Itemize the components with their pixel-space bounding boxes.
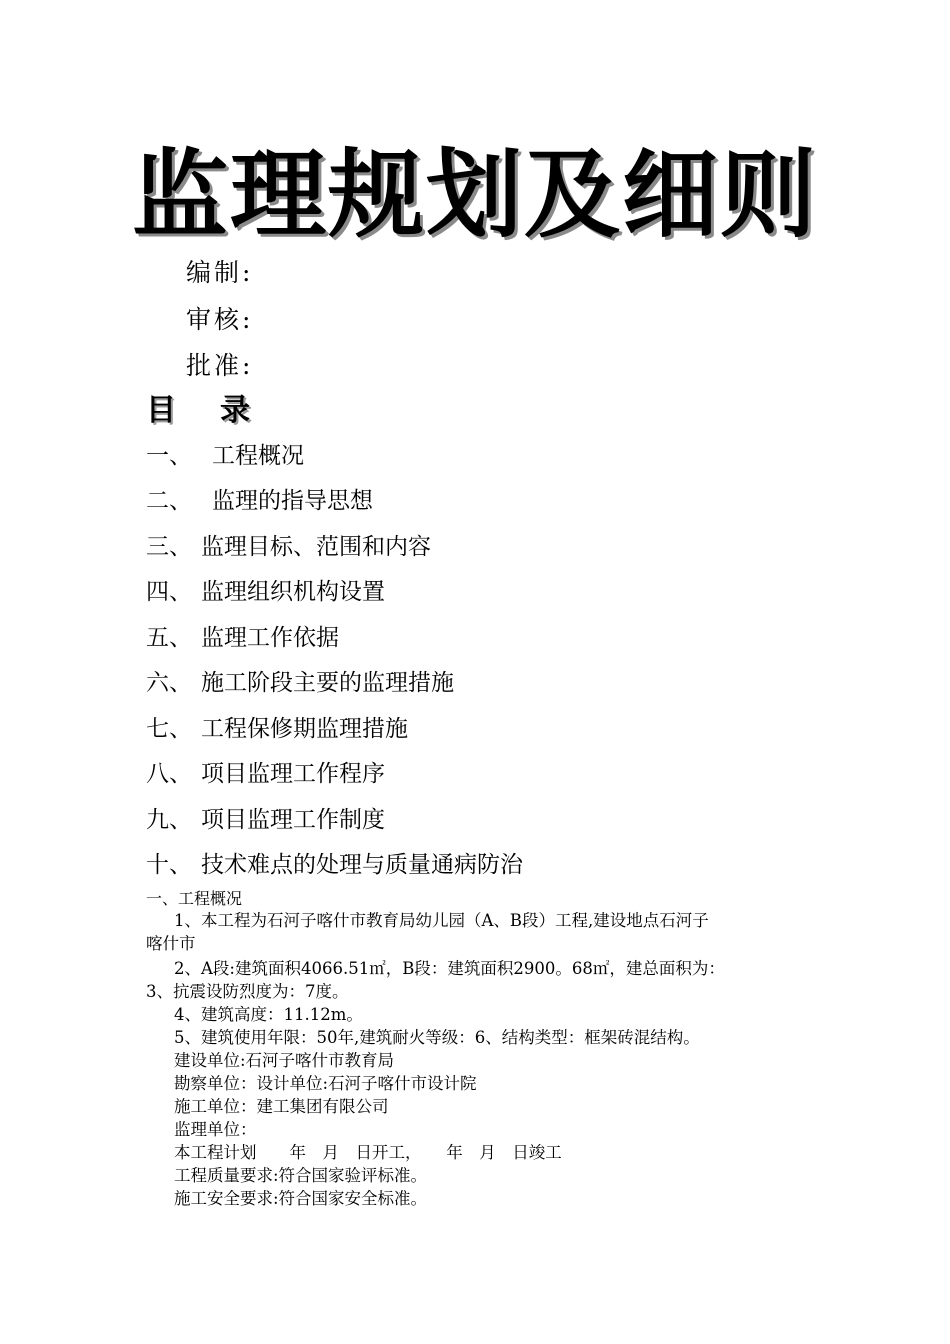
toc-item-text: 项目监理工作制度 bbox=[201, 807, 385, 833]
toc-item-text: 监理目标、范围和内容 bbox=[201, 534, 431, 560]
toc-item-number: 四、 bbox=[146, 579, 192, 605]
toc-item-number: 九、 bbox=[146, 807, 192, 833]
toc-item bbox=[146, 577, 385, 607]
toc-item bbox=[146, 486, 373, 516]
toc-item-text: 工程概况 bbox=[212, 443, 304, 469]
toc-item bbox=[146, 714, 408, 744]
body-line: 本工程计划 年 月 日开工， 年 月 日竣工 bbox=[174, 1143, 562, 1162]
section-heading: 一、工程概况 bbox=[146, 889, 243, 908]
toc-item bbox=[146, 668, 454, 698]
toc-item bbox=[146, 441, 304, 471]
toc-item-number: 六、 bbox=[146, 670, 192, 696]
toc-item-text: 项目监理工作程序 bbox=[201, 761, 385, 787]
body-line: 工程质量要求:符合国家验评标准。 bbox=[174, 1166, 428, 1185]
toc-item bbox=[146, 850, 523, 880]
toc-item-number: 十、 bbox=[146, 852, 192, 878]
toc-item-number: 八、 bbox=[146, 761, 192, 787]
compiler-label: 编制: bbox=[186, 258, 254, 287]
body-line: 监理单位： bbox=[174, 1120, 257, 1139]
document-title: 监理规划及细则 bbox=[132, 139, 818, 251]
body-line: 施工安全要求:符合国家安全标准。 bbox=[174, 1189, 428, 1208]
toc-heading bbox=[146, 393, 250, 429]
body-line: 3、抗震设防烈度为：7度。 bbox=[146, 982, 349, 1001]
toc-item-number: 七、 bbox=[146, 716, 192, 742]
toc-item bbox=[146, 759, 385, 789]
body-line: 1、本工程为石河子喀什市教育局幼儿园（A、B段）工程,建设地点石河子 bbox=[174, 911, 709, 930]
toc-item bbox=[146, 805, 385, 835]
toc-item-number: 一、 bbox=[146, 443, 192, 469]
toc-item-number: 五、 bbox=[146, 625, 192, 651]
toc-item-text: 施工阶段主要的监理措施 bbox=[201, 670, 454, 696]
body-line: 5、建筑使用年限：50年,建筑耐火等级：6、结构类型：框架砖混结构。 bbox=[174, 1028, 700, 1047]
body-line: 喀什市 bbox=[146, 934, 196, 953]
toc-item-text: 技术难点的处理与质量通病防治 bbox=[201, 852, 523, 878]
approver-label: 批准: bbox=[186, 351, 254, 380]
toc-item bbox=[146, 623, 339, 653]
toc-heading-char-2: 录 bbox=[220, 393, 250, 428]
toc-item-text: 监理组织机构设置 bbox=[201, 579, 385, 605]
body-line: 勘察单位：设计单位:石河子喀什市设计院 bbox=[174, 1074, 477, 1093]
toc-item-text: 工程保修期监理措施 bbox=[201, 716, 408, 742]
toc-item bbox=[146, 532, 431, 562]
toc-heading-char-1: 目 bbox=[146, 393, 176, 428]
toc-item-number: 二、 bbox=[146, 488, 192, 514]
body-line: 建设单位:石河子喀什市教育局 bbox=[174, 1051, 395, 1070]
toc-item-text: 监理工作依据 bbox=[201, 625, 339, 651]
toc-item-number: 三、 bbox=[146, 534, 192, 560]
toc-item-text: 监理的指导思想 bbox=[212, 488, 373, 514]
body-line: 4、建筑高度：11.12m。 bbox=[174, 1005, 363, 1024]
body-line: 2、A段:建筑面积4066.51㎡，B段：建筑面积2900。68㎡，建总面积为： bbox=[174, 959, 725, 978]
reviewer-label: 审核: bbox=[186, 305, 254, 334]
body-line: 施工单位：建工集团有限公司 bbox=[174, 1097, 389, 1116]
